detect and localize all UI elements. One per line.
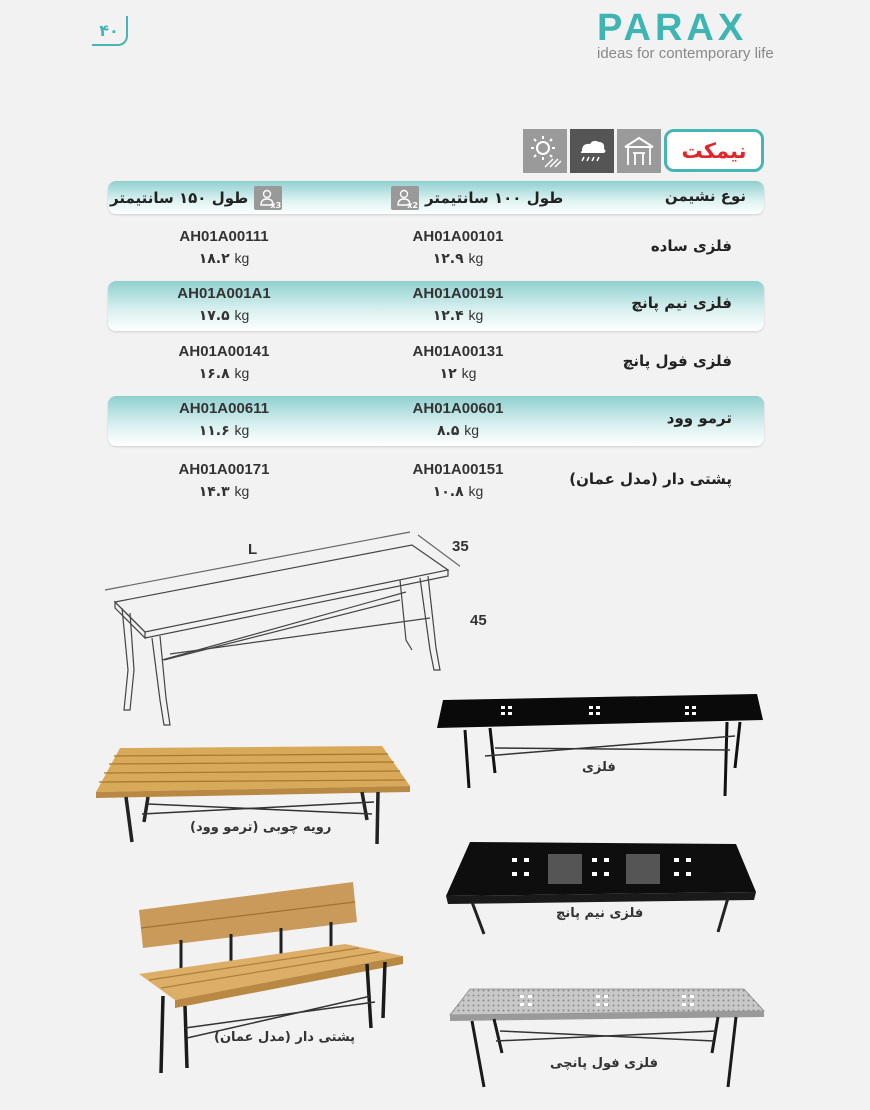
weight-value: ۱۷.۵ bbox=[198, 308, 230, 324]
product-code: AH01A00131 bbox=[412, 343, 504, 360]
bench-wood-image bbox=[92, 742, 414, 852]
table-header bbox=[108, 181, 764, 214]
brand-logo bbox=[597, 7, 774, 62]
cell-100 bbox=[378, 283, 538, 326]
column-label: طول ۱۰۰ سانتیمتر bbox=[425, 189, 564, 207]
product-code: AH01A00111 bbox=[179, 228, 269, 245]
caption-full-punch: فلزی فول پانچی bbox=[550, 1056, 658, 1071]
bench-half-punch-image bbox=[440, 838, 765, 938]
weight-value: ۱۲.۹ bbox=[432, 251, 464, 267]
weight-value: ۸.۵ bbox=[436, 423, 460, 439]
product-code: AH01A00141 bbox=[178, 343, 270, 360]
weight-value: ۱۶.۸ bbox=[198, 366, 230, 382]
column-150cm bbox=[110, 186, 282, 210]
dimension-height: 45 bbox=[470, 612, 487, 629]
product-code: AH01A00611 bbox=[178, 400, 270, 417]
caption-half-punch: فلزی نیم پانچ bbox=[556, 906, 644, 921]
caption-metal: فلزی bbox=[582, 760, 616, 775]
row-label: ترمو وود bbox=[666, 409, 732, 427]
caption-wood: رویه چوبی (ترمو وود) bbox=[190, 820, 332, 835]
weight-value: ۱۲.۴ bbox=[432, 308, 464, 324]
cell-100 bbox=[378, 398, 538, 441]
column-100cm bbox=[391, 186, 563, 210]
product-code: AH01A00171 bbox=[178, 461, 270, 478]
table-row bbox=[108, 339, 764, 389]
capacity-badge: x2 bbox=[407, 201, 418, 210]
category-title: نیمکت bbox=[664, 129, 764, 172]
brand-tagline: ideas for contemporary life bbox=[597, 45, 774, 62]
product-code: AH01A00151 bbox=[412, 461, 504, 478]
weight-unit: kg bbox=[468, 250, 484, 266]
weight-value: ۱۴.۳ bbox=[198, 484, 230, 500]
bench-backrest-image bbox=[135, 878, 410, 1078]
rain-icon bbox=[570, 129, 614, 173]
weight-value: ۱۸.۲ bbox=[198, 251, 230, 267]
dimension-length: L bbox=[248, 541, 258, 558]
product-code: AH01A00101 bbox=[412, 228, 504, 245]
bench-line-drawing bbox=[100, 530, 460, 730]
bench-metal-image bbox=[435, 688, 770, 803]
bench-full-punch-image bbox=[446, 983, 771, 1093]
column-label: طول ۱۵۰ سانتیمتر bbox=[110, 189, 249, 207]
product-code: AH01A00601 bbox=[412, 400, 504, 417]
capacity-badge: x3 bbox=[270, 201, 282, 210]
cell-150 bbox=[144, 341, 304, 384]
table-row bbox=[108, 457, 764, 507]
weight-unit: kg bbox=[468, 483, 484, 499]
page-number: ۴۰ bbox=[92, 16, 128, 46]
weight-unit: kg bbox=[234, 307, 250, 323]
seat-type-header: نوع نشیمن bbox=[664, 187, 746, 205]
weight-unit: kg bbox=[234, 365, 250, 381]
table-row bbox=[108, 224, 764, 274]
cell-150 bbox=[144, 398, 304, 441]
cell-150 bbox=[144, 283, 304, 326]
weight-value: ۱۱.۶ bbox=[198, 423, 230, 439]
product-code: AH01A001A1 bbox=[177, 285, 271, 302]
cell-150 bbox=[144, 459, 304, 502]
table-row bbox=[108, 281, 764, 331]
weight-value: ۱۲ bbox=[439, 366, 457, 382]
table-row bbox=[108, 396, 764, 446]
person-icon bbox=[254, 186, 282, 210]
caption-backrest: پشتی دار (مدل عمان) bbox=[214, 1030, 356, 1045]
weight-unit: kg bbox=[234, 422, 250, 438]
weight-value: ۱۰.۸ bbox=[432, 484, 464, 500]
sun-icon bbox=[523, 129, 567, 173]
weight-unit: kg bbox=[234, 250, 250, 266]
row-label: فلزی ساده bbox=[650, 237, 732, 255]
shelter-icon bbox=[617, 129, 661, 173]
row-label: فلزی فول پانچ bbox=[622, 352, 732, 370]
weight-unit: kg bbox=[234, 483, 250, 499]
product-code: AH01A00191 bbox=[412, 285, 504, 302]
cell-150 bbox=[144, 226, 304, 269]
weight-unit: kg bbox=[464, 422, 480, 438]
cell-100 bbox=[378, 341, 538, 384]
cell-100 bbox=[378, 459, 538, 502]
weight-unit: kg bbox=[468, 307, 484, 323]
cell-100 bbox=[378, 226, 538, 269]
dimension-depth: 35 bbox=[452, 538, 469, 555]
row-label: فلزی نیم پانچ bbox=[631, 294, 732, 312]
person-icon bbox=[391, 186, 419, 210]
weight-unit: kg bbox=[461, 365, 477, 381]
row-label: پشتی دار (مدل عمان) bbox=[569, 470, 732, 488]
brand-name: PARAX bbox=[597, 7, 748, 49]
